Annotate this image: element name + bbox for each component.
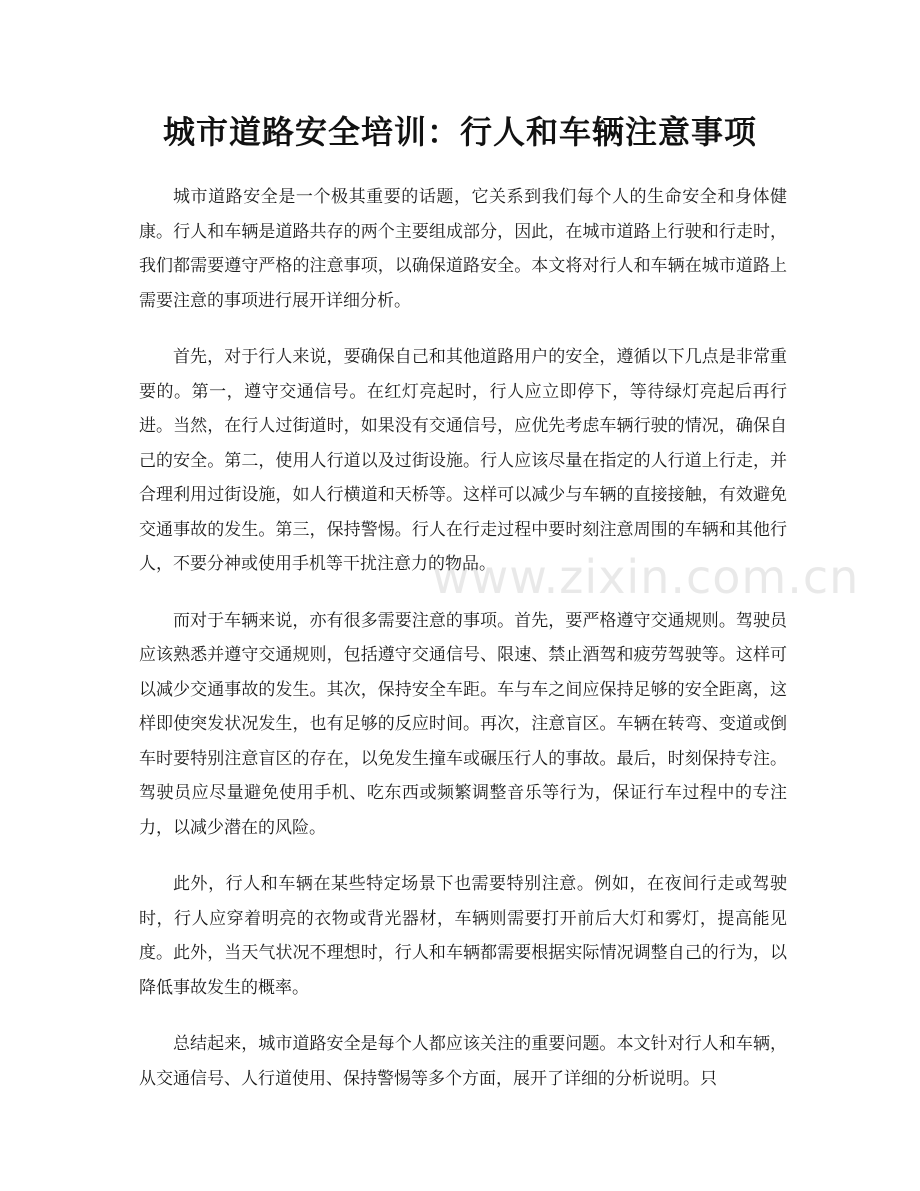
paragraph-intro: 城市道路安全是一个极其重要的话题，它关系到我们每个人的生命安全和身体健康。行人和车辆是道路共存的两个主要组成部分，因此，在城市道路上行驶和行走时，我们都需要遵守严格的注意事项，以确保道路安全。本文将对行人和车辆在城市道路上需要注意的事项进行展开详细分析。 [139, 187, 787, 311]
document-title: 城市道路安全培训：行人和车辆注意事项 [162, 113, 757, 151]
paragraph-vehicles: 而对于车辆来说，亦有很多需要注意的事项。首先，要严格遵守交通规则。驾驶员应该熟悉并遵守交通规则，包括遵守交通信号、限速、禁止酒驾和疲劳驾驶等。这样可以减少交通事故的发生。其次，保持安全车距。车与车之间应保持足够的安全距离，这样即使突发状况发生，也有足够的反应时间。再次，注意盲区。车辆在转弯、变道或倒车时要特别注意盲区的存在，以免发生撞车或碾压行人的事故。最后，时刻保持专注。驾驶员应尽量避免使用手机、吃东西或频繁调整音乐等行为，保证行车过程中的专注力，以减少潜在的风险。 [139, 610, 787, 838]
paragraph-summary: 总结起来，城市道路安全是每个人都应该关注的重要问题。本文针对行人和车辆，从交通信号、人行道使用、保持警惕等多个方面，展开了详细的分析说明。只 [139, 1034, 787, 1089]
watermark: www.zixin.com.cn [432, 550, 860, 604]
paragraph-pedestrians: 首先，对于行人来说，要确保自己和其他道路用户的安全，遵循以下几点是非常重要的。第一，遵守交通信号。在红灯亮起时，行人应立即停下，等待绿灯亮起后再行进。当然，在行人过街道时，如果没有交通信号，应优先考虑车辆行驶的情况，确保自己的安全。第二，使用人行道以及过街设施。行人应该尽量在指定的人行道上行走，并合理利用过街设施，如人行横道和天桥等。这样可以减少与车辆的直接接触，有效避免交通事故的发生。第三，保持警惕。行人在行走过程中要时刻注意周围的车辆和其他行人，不要分神或使用手机等干扰注意力的物品。 [139, 347, 787, 574]
document-body [139, 180, 787, 1118]
paragraph-special-scenarios: 此外，行人和车辆在某些特定场景下也需要特别注意。例如，在夜间行走或驾驶时，行人应穿着明亮的衣物或背光器材，车辆则需要打开前后大灯和雾灯，提高能见度。此外，当天气状况不理想时，行人和车辆都需要根据实际情况调整自己的行为，以降低事故发生的概率。 [139, 874, 787, 998]
